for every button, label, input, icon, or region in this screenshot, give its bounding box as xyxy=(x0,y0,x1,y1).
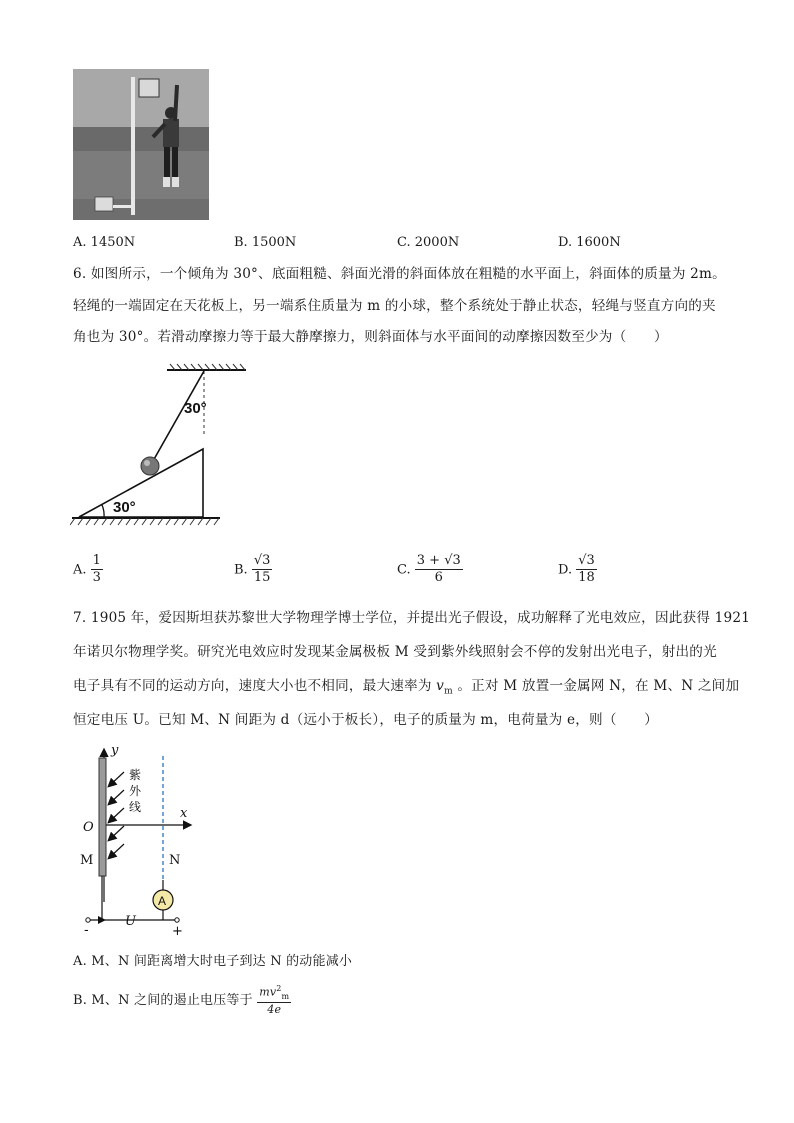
q7-line-2: 年诺贝尔物理学奖。研究光电效应时发现某金属极板 M 受到紫外线照射会不停的发射出光电子，射出的光 xyxy=(73,644,717,660)
q6-option-c: C. $\frac{3 + √3}{6}$ xyxy=(397,553,461,586)
svg-text:y: y xyxy=(111,743,119,758)
svg-text:线: 线 xyxy=(129,800,142,814)
svg-text:U: U xyxy=(125,914,136,929)
q5-option-a: A. 1450N xyxy=(73,235,136,250)
svg-text:x: x xyxy=(180,806,188,821)
q7-option-a: A. M、N 间距离增大时电子到达 N 的动能减小 xyxy=(73,954,353,969)
q7-photoelectric-diagram xyxy=(70,742,210,937)
q5-option-d: D. 1600N xyxy=(558,235,621,250)
svg-text:外: 外 xyxy=(129,784,142,798)
q6-line-3: 角也为 30°。若滑动摩擦力等于最大静摩擦力，则斜面体与水平面间的动摩擦因数至少为（ ） xyxy=(73,329,668,345)
incline-angle-label: 30° xyxy=(113,499,136,516)
q6-option-a: A. $\frac{1}{3}$ xyxy=(73,553,101,586)
q5-option-c: C. 2000N xyxy=(397,235,460,250)
q6-line-1: 6. 如图所示，一个倾角为 30°、底面粗糙、斜面光滑的斜面体放在粗糙的水平面上，斜面体的质量为 2m。 xyxy=(73,266,726,282)
q6-option-b: B. $\frac{√3}{15}$ xyxy=(234,553,271,586)
athlete-photo xyxy=(73,69,209,220)
svg-text:-: - xyxy=(84,923,89,937)
svg-text:紫: 紫 xyxy=(129,768,142,782)
svg-text:A: A xyxy=(158,894,167,908)
q7-line-3: 电子具有不同的运动方向，速度大小也不相同，最大速率为 $v_m$ 。正对 M 放置一金属网 N，在 M、N 之间加 xyxy=(73,678,740,697)
q6-incline-diagram xyxy=(70,362,250,526)
q7-option-b: B. M、N 之间的遏止电压等于 $\frac{mv^2_m}{4e}$ xyxy=(73,984,290,1016)
svg-text:N: N xyxy=(169,853,181,868)
rope-angle-label: 30° xyxy=(184,400,207,417)
q6-option-d: D. $\frac{√3}{18}$ xyxy=(558,553,595,586)
q5-option-b: B. 1500N xyxy=(234,235,297,250)
svg-text:+: + xyxy=(172,924,183,937)
q7-line-4: 恒定电压 U。已知 M、N 间距为 d（远小于板长），电子的质量为 m，电荷量为 e，则（ ） xyxy=(73,712,659,728)
svg-text:O: O xyxy=(83,820,94,835)
q6-line-2: 轻绳的一端固定在天花板上，另一端系住质量为 m 的小球，整个系统处于静止状态，轻绳与竖直方向的夹 xyxy=(73,298,716,314)
svg-text:M: M xyxy=(80,853,94,868)
q7-line-1: 7. 1905 年，爱因斯坦获苏黎世大学物理学博士学位，并提出光子假设，成功解释了光电效应，因此获得 1921 xyxy=(73,610,751,626)
